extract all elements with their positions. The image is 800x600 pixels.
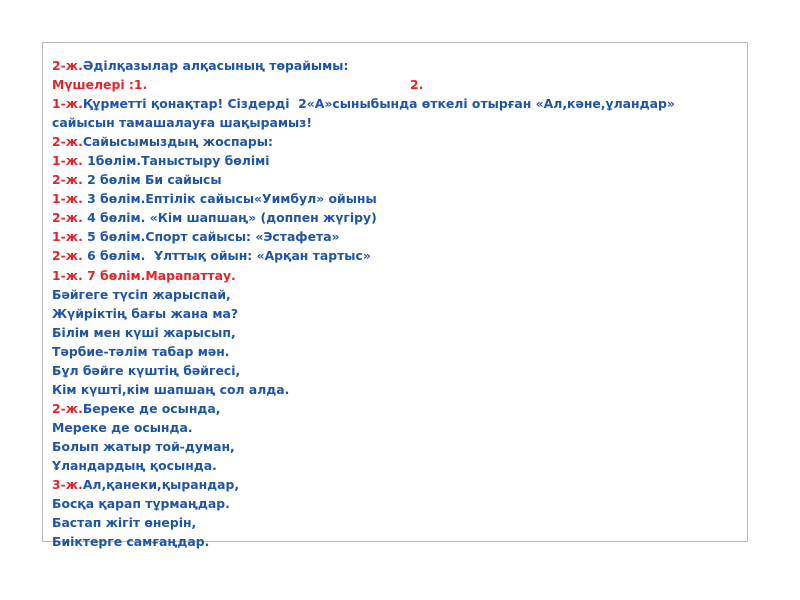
line-text: сайысын тамашалауға шақырамыз! <box>52 115 313 131</box>
script-line <box>52 475 742 494</box>
poem-line <box>52 456 742 475</box>
speaker-label: 1-ж. <box>52 153 83 169</box>
line-text: Ал,қанеки,қырандар, <box>82 477 240 493</box>
script-line <box>52 132 742 151</box>
line-text: Бұл бәйге күштің бәйгесі, <box>52 362 241 378</box>
speaker-label: 2-ж. <box>52 58 83 73</box>
poem-line <box>52 342 742 361</box>
line-text: Әділқазылар алқасының төрайымы: <box>82 58 349 73</box>
line-text: Бәйгеге түсіп жарыспай, <box>52 286 231 302</box>
poem-line <box>52 285 742 304</box>
script-line <box>52 94 742 113</box>
script-line <box>52 189 742 208</box>
poem-line <box>52 323 742 342</box>
speaker-label: 1-ж. <box>52 267 83 283</box>
line-text: Сайысымыздың жоспары: <box>82 134 273 150</box>
poem-line <box>52 513 742 532</box>
line-text: Береке де осында, <box>82 400 221 416</box>
script-line <box>52 399 742 418</box>
speaker-label: 2-ж. <box>52 134 83 150</box>
script-text-block <box>52 56 742 551</box>
line-text: Құрметті қонақтар! Сіздерді 2«А»сыныбында өткелі отырған «Ал,кәне,ұландар» <box>82 96 675 112</box>
line-text: 3 бөлім.Ептілік сайысы«Уимбул» ойыны <box>82 191 377 207</box>
poem-line <box>52 437 742 456</box>
script-line <box>52 56 742 75</box>
line-text: Білім мен күші жарысып, <box>52 324 236 340</box>
line-text: Тәрбие-тәлім табар мән. <box>52 343 230 359</box>
speaker-label: 2-ж. <box>52 400 83 416</box>
line-text: Мереке де осында. <box>52 419 193 435</box>
speaker-label: 1-ж. <box>52 191 83 207</box>
poem-line <box>52 418 742 437</box>
speaker-label: 1-ж. <box>52 229 83 245</box>
line-text: Босқа қарап тұрмаңдар. <box>52 496 230 512</box>
speaker-label: 2-ж. <box>52 248 83 264</box>
speaker-label: 3-ж. <box>52 477 83 493</box>
speaker-label: 2-ж. <box>52 172 83 188</box>
line-text: Ұландардың қосында. <box>52 457 217 473</box>
line-text: Кім күшті,кім шапшаң сол алда. <box>52 381 290 397</box>
line-text: 4 бөлім. «Кім шапшаң» (доппен жүгіру) <box>82 210 377 226</box>
speaker-label: 2-ж. <box>52 210 83 226</box>
script-line <box>52 113 742 132</box>
line-text: Мүшелері :1. <box>52 77 148 93</box>
script-line <box>52 208 742 227</box>
script-line <box>52 266 742 285</box>
line-text: Болып жатыр той-думан, <box>52 438 235 454</box>
line-text: 5 бөлім.Спорт сайысы: «Эстафета» <box>82 229 340 245</box>
script-line <box>52 170 742 189</box>
poem-line <box>52 304 742 323</box>
line-text: 7 бөлім.Марапаттау. <box>82 267 236 283</box>
line-text: 1бөлім.Таныстыру бөлімі <box>82 153 270 169</box>
member-number: 2. <box>410 77 424 93</box>
members-line <box>52 75 742 94</box>
line-text: Жүйріктің бағы жана ма? <box>52 305 239 321</box>
script-line <box>52 246 742 265</box>
line-text: Биіктерге самғаңдар. <box>52 534 210 550</box>
line-text: 2 бөлім Би сайысы <box>82 172 222 188</box>
poem-line <box>52 494 742 513</box>
script-line <box>52 227 742 246</box>
script-line <box>52 151 742 170</box>
line-text: 6 бөлім. Ұлттық ойын: «Арқан тартыс» <box>82 248 371 264</box>
poem-line <box>52 532 742 551</box>
poem-line <box>52 361 742 380</box>
poem-line <box>52 380 742 399</box>
speaker-label: 1-ж. <box>52 96 83 112</box>
line-text: Бастап жігіт өнерін, <box>52 515 197 531</box>
